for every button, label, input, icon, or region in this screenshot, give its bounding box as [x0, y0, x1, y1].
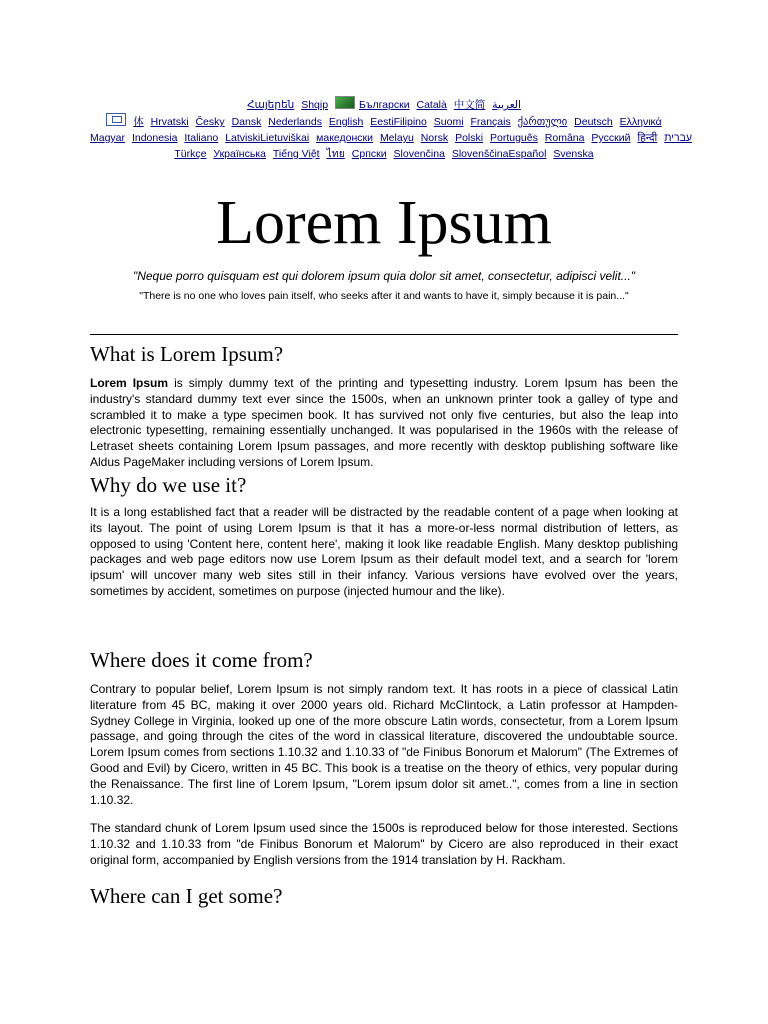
lang-english-link[interactable]: English [328, 116, 364, 128]
lang-greek-link[interactable]: Ελληνικά [619, 116, 662, 128]
latin-quote: "Neque porro quisquam est qui dolorem ipsum quia dolor sit amet, consectetur, adipisci velit..." [132, 269, 636, 283]
lang-ukrainian-link[interactable]: Українська [213, 148, 266, 160]
lang-polish-link[interactable]: Polski [455, 132, 484, 144]
lang-catalan-link[interactable]: Català [416, 99, 447, 111]
section-text-where-from-2: The standard chunk of Lorem Ipsum used since the 1500s is reproduced below for those interested. Sections 1.10.32 and 1.10.33 from "de Finibus Bonorum et Malorum" by Cicero are also reproduced in their exact original form, accompanied by English versions from the 1914 translation by H. Rackham. [90, 821, 678, 867]
lang-arabic-link[interactable]: العربية [492, 99, 521, 111]
section-heading-why: Why do we use it? [90, 473, 247, 497]
lang-spanish-link[interactable]: Español [508, 148, 547, 160]
lang-georgian-link[interactable]: ქართული [517, 116, 568, 128]
lang-romanian-link[interactable]: Româna [544, 132, 585, 144]
lang-latvian-link[interactable]: Latviski [225, 132, 261, 144]
lang-hungarian-link[interactable]: Magyar [90, 132, 126, 144]
lang-slovak-link[interactable]: Slovenčina [393, 148, 445, 160]
language-links [88, 96, 692, 162]
lang-filipino-link[interactable]: Filipino [393, 116, 427, 128]
lang-italian-link[interactable]: Italiano [184, 132, 219, 144]
lang-swedish-link[interactable]: Svenska [553, 148, 594, 160]
lang-slovenian-link[interactable]: Slovenščina [451, 148, 509, 160]
lang-german-link[interactable]: Deutsch [574, 116, 613, 128]
lang-croatian-link[interactable]: Hrvatski [150, 116, 189, 128]
language-line-4 [88, 146, 680, 162]
lang-vietnamese-link[interactable]: Tiếng Việt [272, 148, 320, 160]
lang-indonesian-link[interactable]: Indonesia [131, 132, 178, 144]
section-text-where-from-1: Contrary to popular belief, Lorem Ipsum is not simply random text. It has roots in a piece of classical Latin literature from 45 BC, making it over 2000 years old. Richard McClintock, a Latin professor at Hampden-Sydney College in Virginia, looked up one of the more obscure Latin words, consectetur, from a Lorem Ipsum passage, and going through the cites of the word in classical literature, discovered the undoubtable source. Lorem Ipsum comes from sections 1.10.32 and 1.10.33 of "de Finibus Bonorum et Malorum" (The Extremes of Good and Evil) by Cicero, written in 45 BC. This book is a treatise on the theory of ethics, very popular during the Renaissance. The first line of Lorem Ipsum, "Lorem ipsum dolor sit amet..", comes from a line in section 1.10.32. [90, 682, 678, 807]
lang-albanian-link[interactable]: Shqip [301, 99, 329, 111]
flag-icon[interactable] [335, 96, 355, 109]
lang-malay-link[interactable]: Melayu [379, 132, 414, 144]
what-body: is simply dummy text of the printing and typesetting industry. Lorem Ipsum has been the industry's standard dummy text ever since the 1500s, when an unknown printer took a galley of type and scrambled it to make a type specimen book. It has survived not only five centuries, but also the leap into electronic typesetting, remaining essentially unchanged. It was popularised in the 1960s with the release of Letraset sheets containing Lorem Ipsum passages, and more recently with desktop publishing software like Aldus PageMaker including versions of Lorem Ipsum. [90, 376, 678, 469]
lang-macedonian-link[interactable]: македонски [316, 132, 374, 144]
lang-portuguese-link[interactable]: Português [490, 132, 538, 144]
lang-russian-link[interactable]: Pyccкий [591, 132, 631, 144]
lang-bulgarian-link[interactable]: Български [359, 99, 410, 111]
lang-czech-link[interactable]: Česky [195, 116, 225, 128]
section-heading-where-get: Where can I get some? [90, 884, 283, 908]
lang-finnish-link[interactable]: Suomi [433, 116, 464, 128]
bold-lead: Lorem Ipsum [90, 376, 169, 390]
lang-estonian-link[interactable]: Eesti [370, 116, 394, 128]
lang-lithuanian-link[interactable]: Lietuviškai [260, 132, 310, 144]
lang-turkish-link[interactable]: Türkçe [174, 148, 207, 160]
language-line-3 [88, 130, 692, 146]
lang-hebrew-link[interactable]: עברית [664, 132, 692, 144]
language-line-2 [88, 113, 680, 130]
section-heading-what: What is Lorem Ipsum? [90, 342, 284, 366]
section-text-why: It is a long established fact that a reader will be distracted by the readable content of a page when looking at its layout. The point of using Lorem Ipsum is that it has a more-or-less normal distribution of letters, as opposed to using 'Content here, content here', making it look like readable English. Many desktop publishing packages and web page editors now use Lorem Ipsum as their default model text, and a search for 'lorem ipsum' will uncover many web sites still in their infancy. Various versions have evolved over the years, sometimes by accident, sometimes on purpose (injected humour and the like). [90, 505, 678, 598]
lang-dutch-link[interactable]: Nederlands [268, 116, 322, 128]
lang-chinese-simplified-link[interactable]: 中文简 [453, 99, 486, 111]
lang-hindi-link[interactable]: हिन्दी [637, 132, 658, 144]
lang-norwegian-link[interactable]: Norsk [420, 132, 449, 144]
divider [90, 334, 678, 335]
flag-icon[interactable] [106, 113, 126, 126]
lang-thai-link[interactable]: ไทย [326, 148, 345, 160]
english-quote: "There is no one who loves pain itself, who seeks after it and wants to have it, simply because it is pain..." [139, 290, 629, 302]
lang-armenian-link[interactable]: Հայերեն [247, 99, 295, 111]
page-title: Lorem Ipsum [216, 189, 552, 257]
lang-french-link[interactable]: Français [470, 116, 511, 128]
lang-danish-link[interactable]: Dansk [231, 116, 262, 128]
lang-chinese-traditional-link[interactable]: 体 [133, 116, 144, 128]
section-heading-where-from: Where does it come from? [90, 648, 313, 672]
language-line-1 [88, 96, 680, 113]
section-text-what [90, 376, 678, 471]
lang-serbian-link[interactable]: Српски [351, 148, 387, 160]
